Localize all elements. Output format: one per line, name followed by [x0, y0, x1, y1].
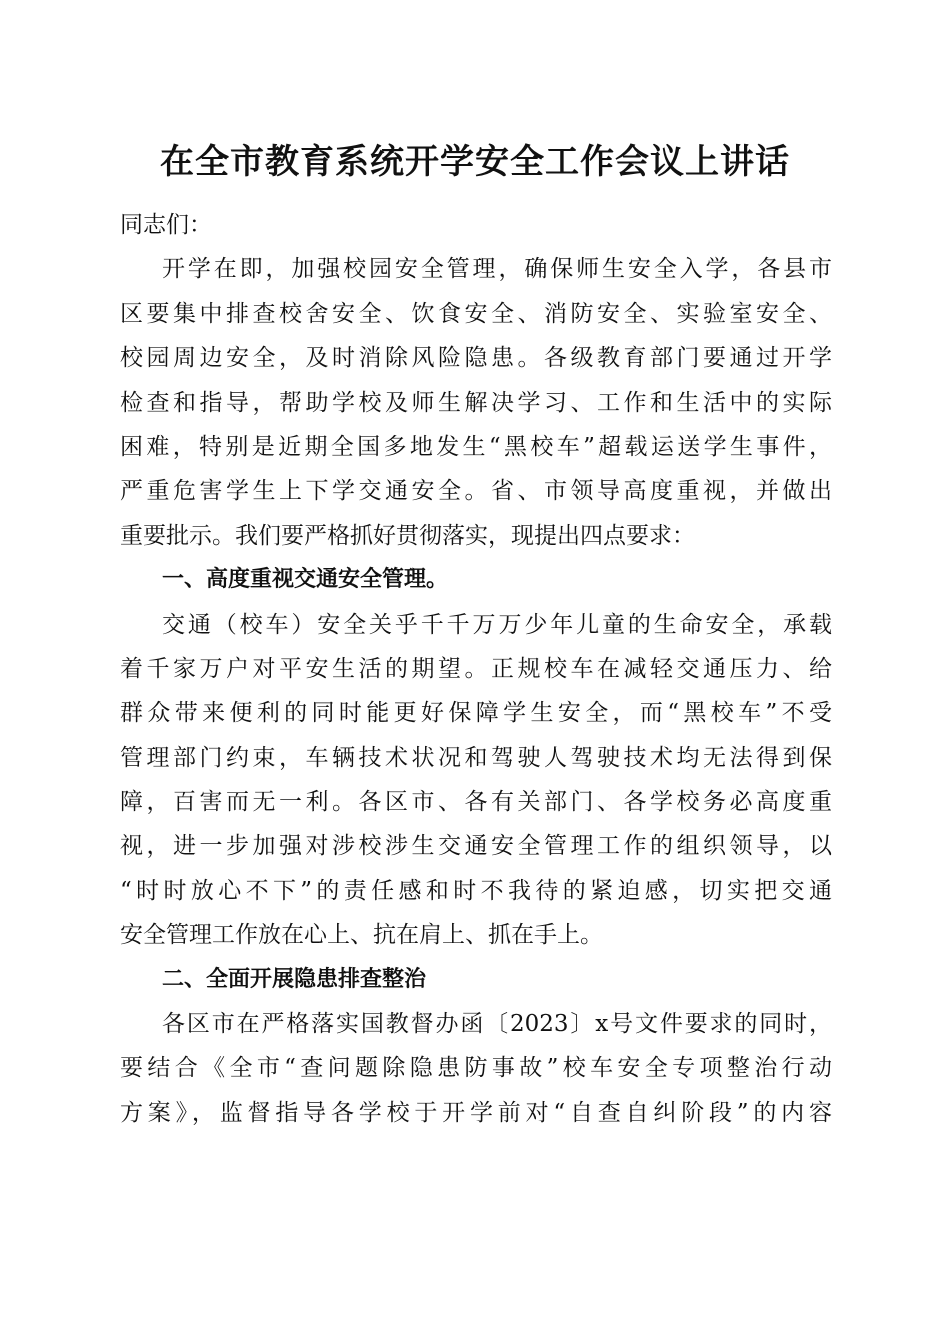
paragraph-line: 安全管理工作放在心上、抗在肩上、抓在手上。	[120, 922, 603, 949]
paragraph-line: 检查和指导，帮助学校及师生解决学习、工作和生活中的实际	[120, 389, 832, 416]
section1-paragraph	[120, 603, 832, 958]
section2-paragraph	[120, 1002, 832, 1135]
section-heading-2: 二、全面开展隐患排查整治	[162, 966, 427, 992]
paragraph-line: 管理部门约束，车辆技术状况和驾驶人驾驶技术均无法得到保	[120, 744, 832, 771]
paragraph-line: 群众带来便利的同时能更好保障学生安全，而“黑校车”不受	[120, 700, 832, 727]
section-heading-1: 一、高度重视交通安全管理。	[162, 567, 449, 593]
paragraph-line: 交通（校车）安全关乎千千万万少年儿童的生命安全，承载	[162, 611, 832, 638]
paragraph-line: 各区市在严格落实国教督办函〔2023〕x号文件要求的同时，	[162, 1011, 832, 1038]
document-body	[120, 203, 832, 1135]
paragraph-line: 着千家万户对平安生活的期望。正规校车在减轻交通压力、给	[120, 655, 832, 682]
paragraph-line: 视，进一步加强对涉校涉生交通安全管理工作的组织领导，以	[120, 833, 832, 860]
paragraph-line: 区要集中排查校舍安全、饮食安全、消防安全、实验室安全、	[120, 300, 832, 327]
paragraph-line: 障，百害而无一利。各区市、各有关部门、各学校务必高度重	[120, 789, 832, 816]
paragraph-line: 校园周边安全，及时消除风险隐患。各级教育部门要通过开学	[120, 345, 832, 372]
paragraph-line: 严重危害学生上下学交通安全。省、市领导高度重视，并做出	[120, 478, 832, 505]
paragraph-line: 方案》，监督指导各学校于开学前对“自查自纠阶段”的内容	[120, 1099, 832, 1126]
paragraph-line: “时时放心不下”的责任感和时不我待的紧迫感，切实把交通	[120, 877, 832, 904]
intro-paragraph	[120, 247, 832, 558]
paragraph-line: 开学在即，加强校园安全管理，确保师生安全入学，各县市	[162, 256, 832, 283]
document-title: 在全市教育系统开学安全工作会议上讲话	[160, 142, 790, 182]
salutation: 同志们：	[120, 212, 212, 238]
paragraph-line: 困难，特别是近期全国多地发生“黑校车”超载运送学生事件，	[120, 433, 832, 460]
paragraph-line: 要结合《全市“查问题除隐患防事故”校车安全专项整治行动	[120, 1055, 832, 1082]
paragraph-line: 重要批示。我们要严格抓好贯彻落实，现提出四点要求：	[120, 522, 695, 549]
